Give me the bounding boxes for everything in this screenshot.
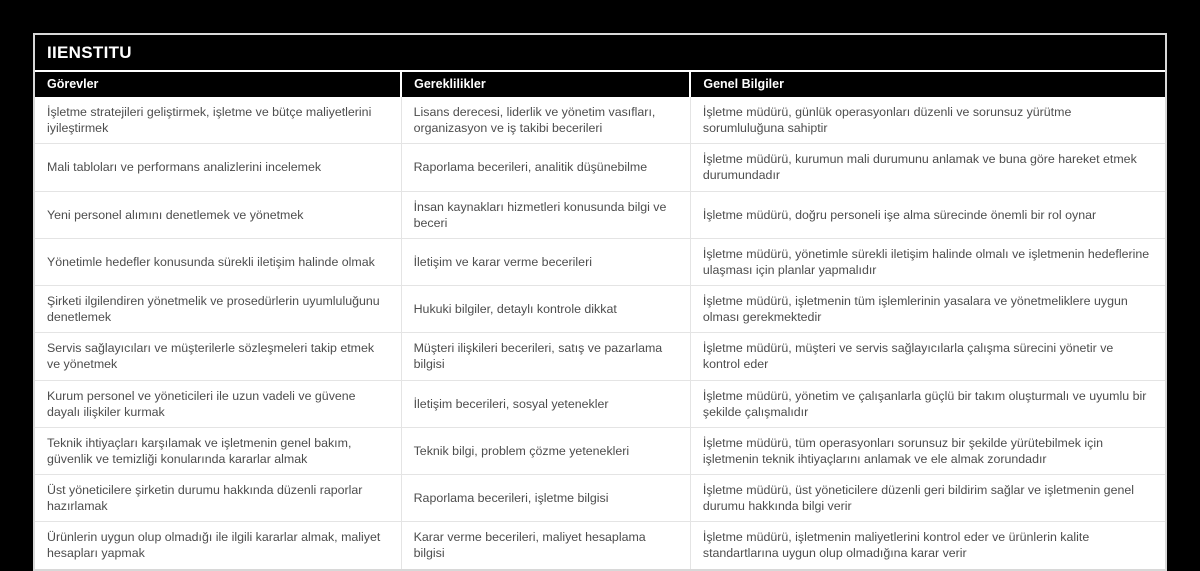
cell-gereklilik: İnsan kaynakları hizmetleri konusunda bilgi ve beceri — [401, 191, 690, 238]
cell-genel-bilgi: İşletme müdürü, doğru personeli işe alma sürecinde önemli bir rol oynar — [690, 191, 1165, 238]
table-body — [35, 97, 1165, 569]
table-row — [35, 144, 1165, 191]
cell-gereklilik: Hukuki bilgiler, detaylı kontrole dikkat — [401, 286, 690, 333]
cell-genel-bilgi: İşletme müdürü, yönetim ve çalışanlarla güçlü bir takım oluşturmalı ve uyumlu bir şekilde çalışmalıdır — [690, 380, 1165, 427]
cell-genel-bilgi: İşletme müdürü, tüm operasyonları sorunsuz bir şekilde yürütebilmek için işletmenin teknik ihtiyaçlarını anlamak ve ele almak zorundadır — [690, 427, 1165, 474]
table-row — [35, 427, 1165, 474]
table-row — [35, 286, 1165, 333]
table-header — [35, 72, 1165, 97]
cell-genel-bilgi: İşletme müdürü, yönetimle sürekli iletişim halinde olmalı ve işletmenin hedeflerine ulaşması için planlar yapmalıdır — [690, 238, 1165, 285]
cell-genel-bilgi: İşletme müdürü, işletmenin tüm işlemlerinin yasalara ve yönetmeliklere uygun olması gerekmektedir — [690, 286, 1165, 333]
cell-gereklilik: İletişim becerileri, sosyal yetenekler — [401, 380, 690, 427]
roles-table — [35, 72, 1165, 569]
cell-gorev: Üst yöneticilere şirketin durumu hakkında düzenli raporlar hazırlamak — [35, 475, 401, 522]
page-title: IIENSTITU — [35, 35, 1165, 72]
column-header-gorevler: Görevler — [35, 72, 401, 97]
cell-gereklilik: Müşteri ilişkileri becerileri, satış ve pazarlama bilgisi — [401, 333, 690, 380]
table-row — [35, 380, 1165, 427]
cell-gorev: Yönetimle hedefler konusunda sürekli iletişim halinde olmak — [35, 238, 401, 285]
table-row — [35, 333, 1165, 380]
table-row — [35, 97, 1165, 144]
table-header-row — [35, 72, 1165, 97]
cell-genel-bilgi: İşletme müdürü, kurumun mali durumunu anlamak ve buna göre hareket etmek durumundadır — [690, 144, 1165, 191]
cell-gorev: Kurum personel ve yöneticileri ile uzun vadeli ve güvene dayalı ilişkiler kurmak — [35, 380, 401, 427]
content-frame — [33, 33, 1167, 571]
cell-genel-bilgi: İşletme müdürü, işletmenin maliyetlerini kontrol eder ve ürünlerin kalite standartlarına uygun olup olmadığına karar verir — [690, 522, 1165, 569]
cell-gereklilik: Lisans derecesi, liderlik ve yönetim vasıfları, organizasyon ve iş takibi becerileri — [401, 97, 690, 144]
table-row — [35, 238, 1165, 285]
table-row — [35, 522, 1165, 569]
cell-gereklilik: İletişim ve karar verme becerileri — [401, 238, 690, 285]
cell-gorev: Şirketi ilgilendiren yönetmelik ve prosedürlerin uyumluluğunu denetlemek — [35, 286, 401, 333]
cell-gorev: Mali tabloları ve performans analizlerini incelemek — [35, 144, 401, 191]
cell-genel-bilgi: İşletme müdürü, üst yöneticilere düzenli geri bildirim sağlar ve işletmenin genel durumu hakkında bilgi verir — [690, 475, 1165, 522]
cell-genel-bilgi: İşletme müdürü, günlük operasyonları düzenli ve sorunsuz yürütme sorumluluğuna sahiptir — [690, 97, 1165, 144]
cell-gorev: İşletme stratejileri geliştirmek, işletme ve bütçe maliyetlerini iyileştirmek — [47, 105, 372, 136]
cell-gereklilik: Raporlama becerileri, işletme bilgisi — [401, 475, 690, 522]
cell-gereklilik: Raporlama becerileri, analitik düşünebilme — [401, 144, 690, 191]
table-row — [35, 191, 1165, 238]
cell-gorev: Yeni personel alımını denetlemek ve yönetmek — [35, 191, 401, 238]
cell-gereklilik: Teknik bilgi, problem çözme yetenekleri — [401, 427, 690, 474]
cell-genel-bilgi: İşletme müdürü, müşteri ve servis sağlayıcılarla çalışma sürecini yönetir ve kontrol eder — [690, 333, 1165, 380]
cell-gorev: Ürünlerin uygun olup olmadığı ile ilgili kararlar almak, maliyet hesapları yapmak — [35, 522, 401, 569]
cell-gorev: Servis sağlayıcıları ve müşterilerle sözleşmeleri takip etmek ve yönetmek — [35, 333, 401, 380]
column-header-genel-bilgiler: Genel Bilgiler — [690, 72, 1165, 97]
table-row — [35, 475, 1165, 522]
column-header-gereklilikler: Gereklilikler — [401, 72, 690, 97]
cell-gorev: Teknik ihtiyaçları karşılamak ve işletmenin genel bakım, güvenlik ve temizliği konularında kararlar almak — [35, 427, 401, 474]
cell-gereklilik: Karar verme becerileri, maliyet hesaplama bilgisi — [401, 522, 690, 569]
